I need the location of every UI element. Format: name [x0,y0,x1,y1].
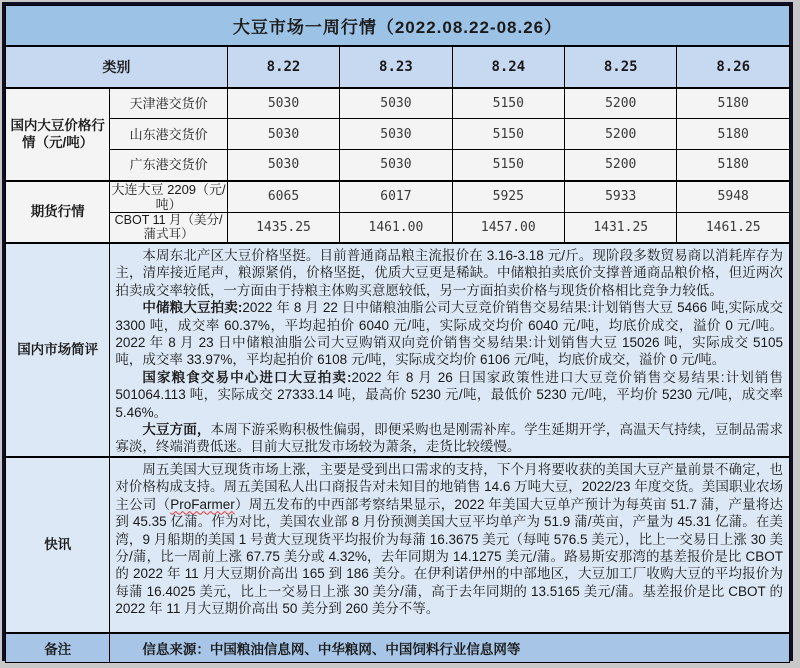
price-cell: 5933 [565,181,677,213]
price-cell: 1431.25 [565,212,677,243]
paragraph: 大豆方面，本周下游采购积极性偏弱，即便采购也是刚需补库。学生延期开学，高温天气持续，豆制品需求寡淡，终端消费低迷。目前大豆批发市场较为萧条，走货比较缓慢。 [115,422,784,455]
report-table-frame [2,2,793,661]
price-cell: 5030 [227,88,339,119]
paragraph: 中储粮大豆拍卖:2022 年 8 月 22 日中储粮油脂公司大豆竞价销售交易结果:计划销售大豆 5466 吨,实际成交 3300 吨，成交率 60.37%，平均起拍价 6040 元/吨，实际成交均价 6040 元/吨，均底价成交，溢价 0 元/吨。2022 年 8 月 23 日中储粮油脂公司大豆购销双向竞价销售交易结果:计划销售大豆 15026 吨，实际成交 5105 吨，成交率 33.97%，平均起拍价 6108 元/吨，实际成交均价 6106 元/吨，均底价成交，溢价 0 元/吨。 [115,300,783,368]
section-label-news: 快讯 [6,457,110,633]
paragraph: 周五美国大豆现货市场上涨，主要是受到出口需求的支持，下个月将要收获的美国大豆产量前景不确定，也对价格构成支持。周五美国私人出口商报告对未知目的地销售 14.6 万吨大豆，2022/23 年度交货。美国职业农场主公司（ProFarmer）周五发布的中西部考察结果显示，2022 年美国大豆单产预计为每英亩 51.7 蒲，产量将达到 45.35 亿蒲。作为对比，美国农业部 8 月份预测美国大豆平均单产为 51.9 蒲/英亩，产量为 45.31 亿蒲。在美湾，9 月船期的美国 1 号黄大豆现货平均报价为每蒲 16.3675 美元（每吨 576.5 美元），比上一交易日上涨 30 美分/蒲，比一周前上涨 67.75 美分或 4.32%，去年同期为 14.1275 美元/蒲。路易斯安那湾的基差报价是比 CBOT 的 2022 年 11 月大豆期价高出 165 到 186 美分。在伊利诺伊州的中部地区，大豆加工厂收购大豆的平均报价为每蒲 16.4025 美元，比上一交易日上涨 30 美分/蒲，高于去年同期的 13.5165 美元/蒲。基差报价是比 CBOT 的 2022 年 11 月大豆期价高出 50 美分到 260 美分不等。 [115,461,784,617]
row-label-guangdong-port: 广东港交货价 [110,150,227,181]
price-cell: 1461.25 [677,212,790,243]
price-cell: 5948 [677,181,790,213]
price-cell: 1461.00 [340,212,452,243]
price-cell: 5200 [565,88,677,119]
row-label-cbot-november: CBOT 11 月（美分/蒲式耳） [110,212,227,243]
section-label-domestic-review: 国内市场简评 [6,243,110,457]
price-cell: 6017 [340,181,452,213]
spellcheck-squiggle-word: ProFarmer [170,496,235,512]
row-label-tianjin-port: 天津港交货价 [110,88,227,119]
price-cell: 5180 [677,150,790,181]
price-cell: 5180 [677,119,790,150]
price-cell: 1457.00 [452,212,564,243]
price-cell: 5180 [677,88,790,119]
row-label-dalian-soybean-2209: 大连大豆 2209（元/吨） [111,181,226,212]
date-header-0825: 8.25 [565,46,677,88]
price-cell: 5030 [340,150,452,181]
price-cell: 5200 [565,150,677,181]
group-label-domestic-prices: 国内大豆价格行情（元/吨） [6,88,110,181]
price-cell: 5925 [452,181,564,213]
date-header-0826: 8.26 [677,46,790,88]
price-cell: 5030 [340,88,452,119]
price-cell: 5150 [452,88,564,119]
group-label-futures: 期货行情 [6,181,110,244]
price-cell: 5030 [340,119,452,150]
category-header: 类别 [6,46,228,88]
date-header-0823: 8.23 [340,46,452,88]
price-cell: 5150 [452,150,564,181]
price-cell: 5030 [227,119,339,150]
price-cell: 1435.25 [227,212,339,243]
price-cell: 6065 [227,181,339,213]
date-header-0824: 8.24 [452,46,564,88]
date-header-0822: 8.22 [227,46,339,88]
soybean-weekly-table [5,5,790,663]
price-cell: 5200 [565,119,677,150]
row-label-shandong-port: 山东港交货价 [110,119,227,150]
paragraph: 国家粮食交易中心进口大豆拍卖:2022 年 8 月 26 日国家政策性进口大豆竞价销售交易结果:计划销售 501064.113 吨，实际成交 27333.14 吨，最高价 5230 元/吨，最低价 5230 元/吨，平均价 5230 元/吨，成交率 5.46%。 [115,369,784,420]
note-sources: 信息来源：中国粮油信息网、中华粮网、中国饲料行业信息网等 [110,633,790,663]
paragraph: 本周东北产区大豆价格坚挺。目前普通商品粮主流报价在 3.16-3.18 元/斤。现阶段多数贸易商以消耗库存为主，清库接近尾声，粮源紧俏，价格坚挺，优质大豆更是稀缺。中储粮拍卖底价支撑普通商品粮价格，但近两次拍卖成交率较低，一方面由于持粮主体购买意愿较低，另一方面拍卖价格与现货价格相比竞争力较低。 [115,248,783,298]
page-title: 大豆市场一周行情（2022.08.22-08.26） [6,6,790,46]
note-label: 备注 [6,633,110,663]
domestic-review-text [110,243,790,457]
price-cell: 5150 [452,119,564,150]
news-text [110,457,790,633]
price-cell: 5030 [227,150,339,181]
